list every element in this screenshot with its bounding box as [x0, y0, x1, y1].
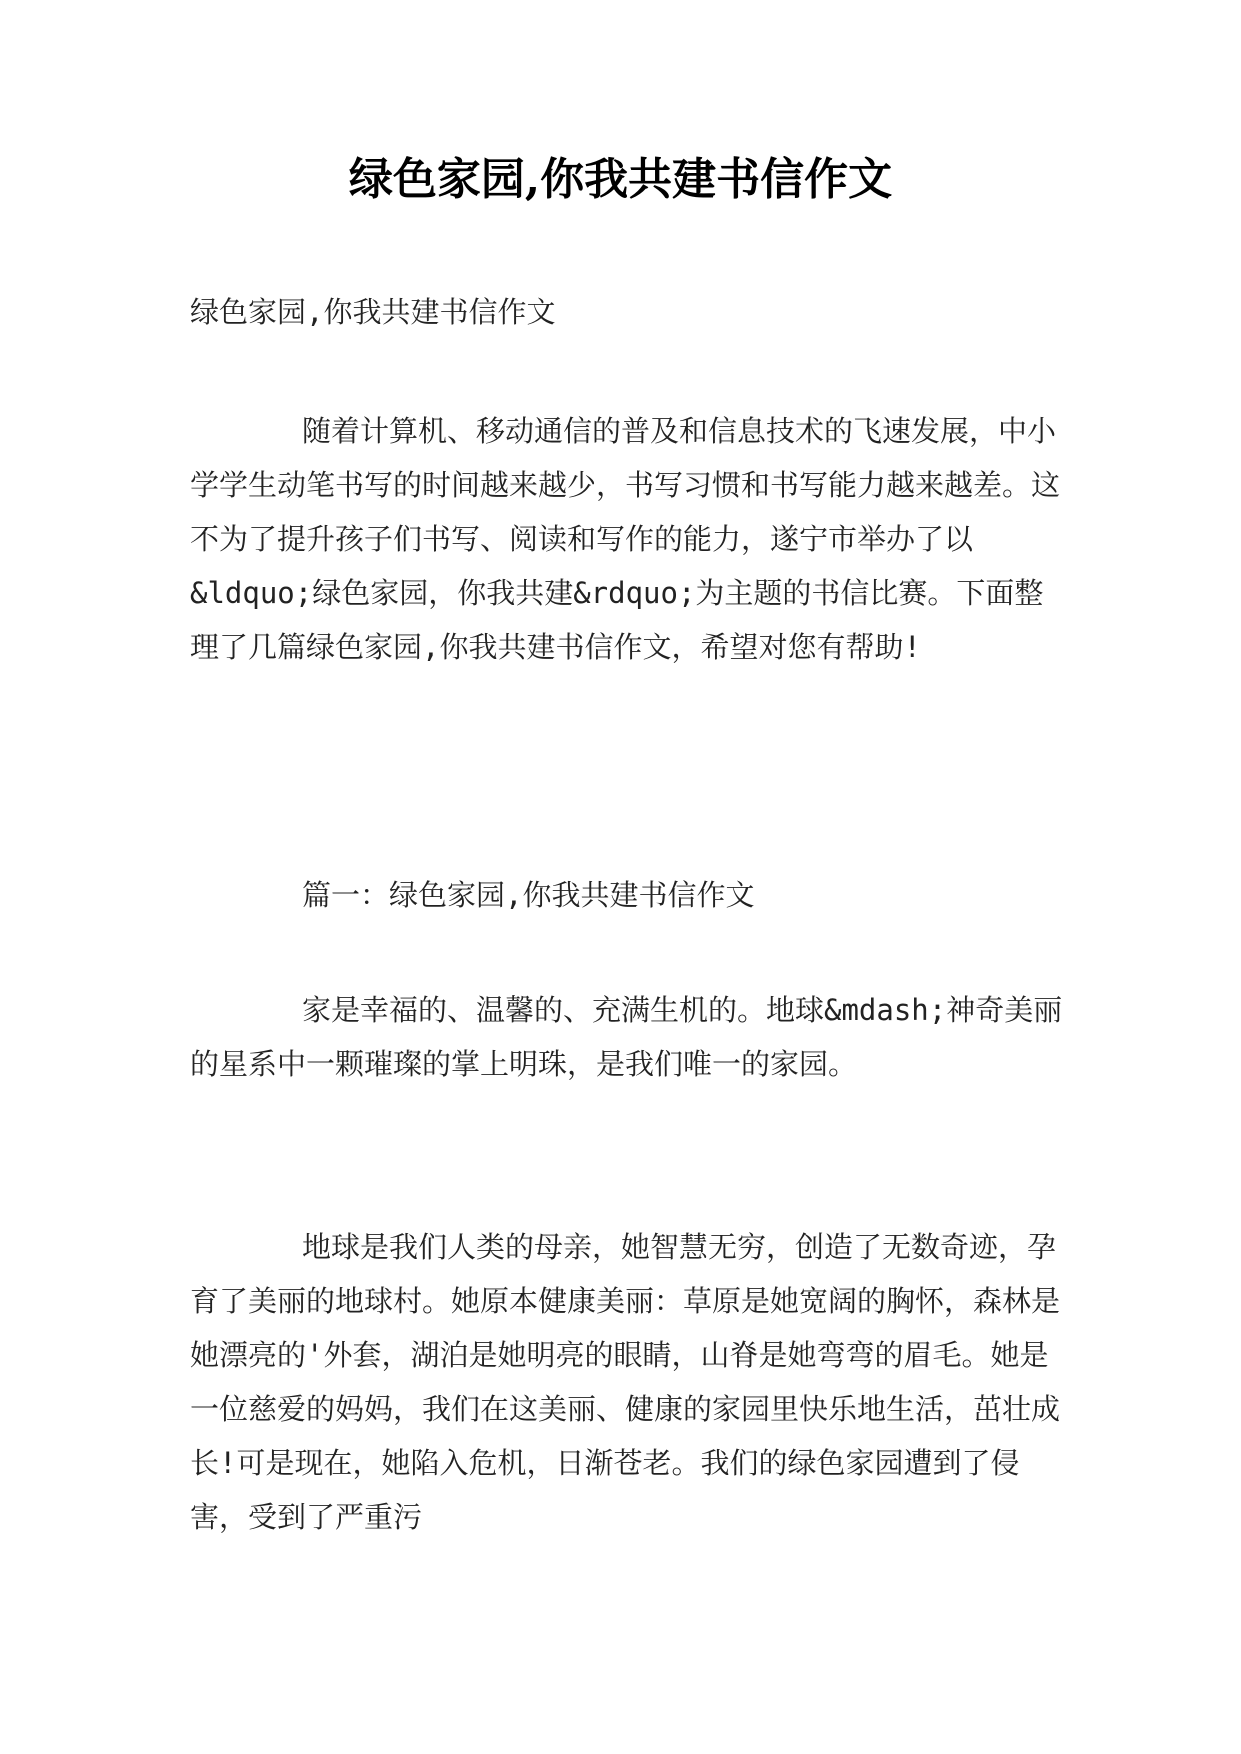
document-title: 绿色家园,你我共建书信作文 [348, 154, 893, 205]
body-paragraph: 地球是我们人类的母亲，她智慧无穷，创造了无数奇迹，孕育了美丽的地球村。她原本健康美丽：草原是她宽阔的胸怀，森林是她漂亮的'外套，湖泊是她明亮的眼睛，山脊是她弯弯的眉毛。她是一位慈爱的妈妈，我们在这美丽、健康的家园里快乐地生活，茁壮成长!可是现在，她陷入危机，日渐苍老。我们的绿色家园遭到了侵害，受到了严重污 [190, 1230, 1061, 1534]
document-subtitle: 绿色家园,你我共建书信作文 [190, 295, 556, 329]
body-paragraph: 家是幸福的、温馨的、充满生机的。地球&mdash;神奇美丽的星系中一颗璀璨的掌上明珠，是我们唯一的家园。 [190, 993, 1063, 1081]
intro-paragraph: 随着计算机、移动通信的普及和信息技术的飞速发展，中小学学生动笔书写的时间越来越少，书写习惯和书写能力越来越差。这不为了提升孩子们书写、阅读和写作的能力，遂宁市举办了以&ldquo;绿色家园，你我共建&rdquo;为主题的书信比赛。下面整理了几篇绿色家园,你我共建书信作文，希望对您有帮助! [190, 414, 1061, 664]
chapter-heading: 篇一：绿色家园,你我共建书信作文 [302, 878, 755, 912]
